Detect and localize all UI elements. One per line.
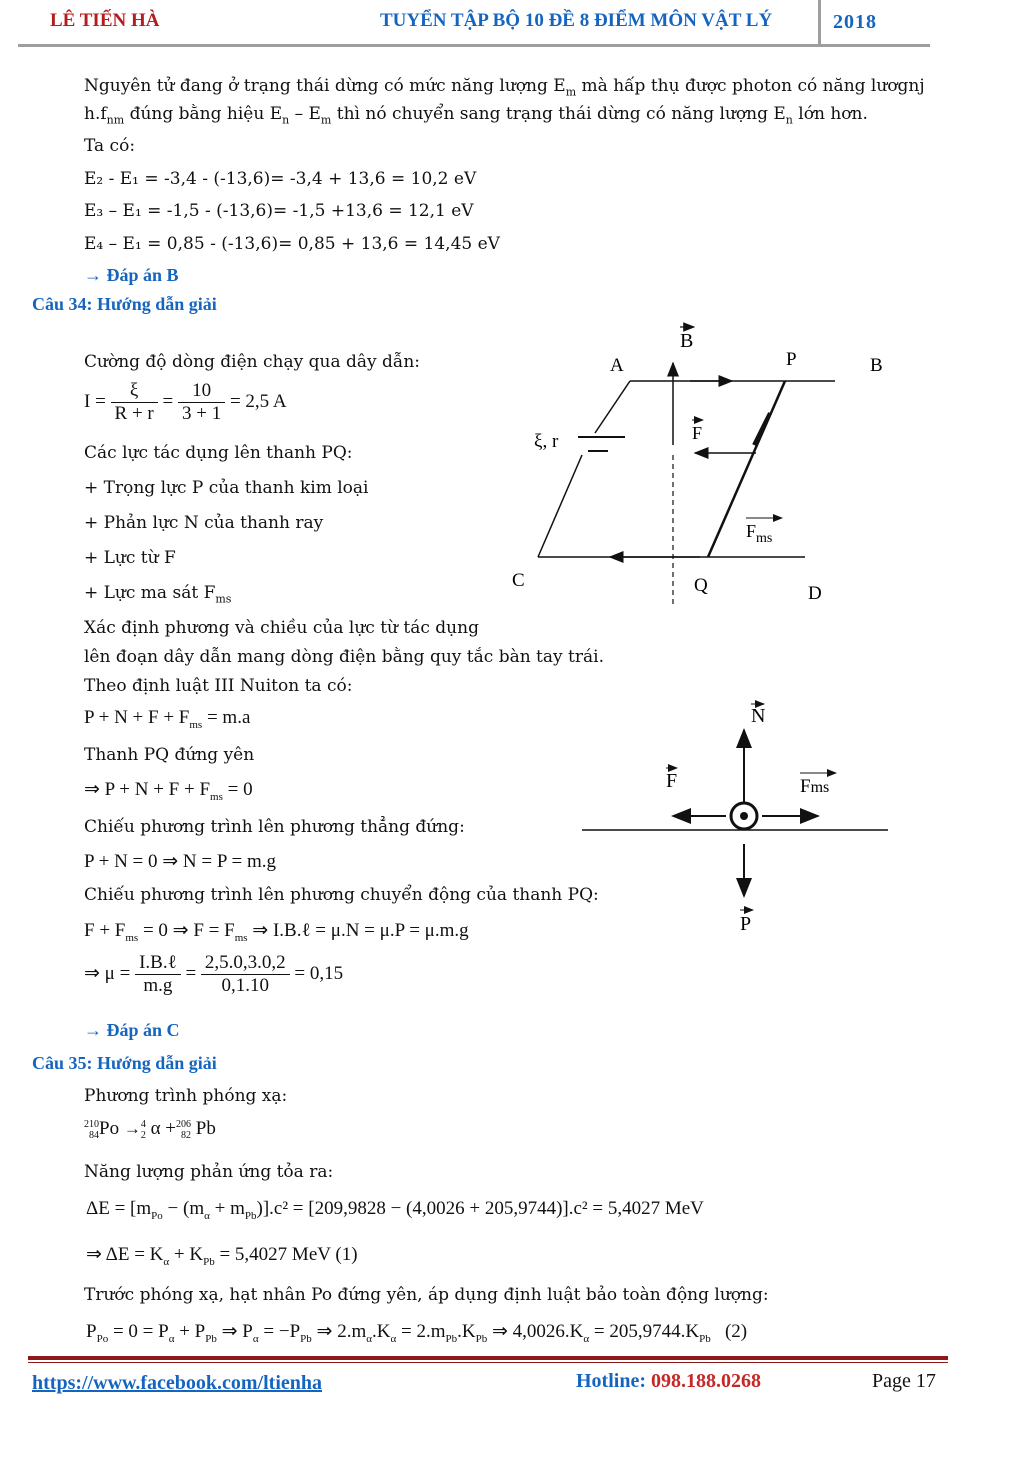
label-source: ξ, r	[534, 431, 559, 452]
header-title: TUYỂN TẬP BỘ 10 ĐỀ 8 ĐIỂM MÔN VẬT LÝ	[380, 10, 773, 31]
q35-decay-intro: Phương trình phóng xạ:	[84, 1086, 288, 1106]
q33-taco: Ta có:	[84, 136, 136, 156]
footer-facebook-link[interactable]: https://www.facebook.com/ltienha	[32, 1372, 322, 1394]
rails-diagram	[500, 315, 920, 615]
header-year: 2018	[833, 11, 877, 33]
q33-eq2: E₃ – E₁ = -1,5 - (-13,6)= -1,5 +13,6 = 12,1 eV	[84, 201, 474, 221]
q34-eq-v: P + N = 0 ⇒ N = P = m.g	[84, 851, 276, 872]
label-p: P	[786, 349, 797, 370]
footer-page-number: Page 17	[872, 1370, 936, 1392]
q33-line1: Nguyên tử đang ở trạng thái dừng có mức năng lượng $E_m$ mà hấp thụ được photon có năng lươgnj	[84, 76, 925, 99]
q34-proj-v: Chiếu phương trình lên phương thẳng đứng:	[84, 817, 465, 837]
label-a: A	[610, 355, 624, 376]
q34-eq-still: ⇒ $P + N + F + F_{ms} = 0$	[84, 779, 253, 803]
q34-current-eq: I = $\frac{\xi}{R + r}$ = $\frac{10}{3 + 1}$ = 2,5 A	[84, 380, 287, 424]
q34-force4: + Lực ma sát $F_{ms}$	[84, 583, 232, 606]
q34-eq-mu: ⇒ μ = $\frac{\text{I.B.ℓ}}{m.g}$ = $\frac{2,5.0,3.0,2}{0,1.10}$ = 0,15	[84, 952, 344, 996]
force-diagram	[578, 698, 898, 940]
label-q: Q	[694, 575, 708, 596]
q34-rule1: Xác định phương và chiều của lực từ tác dụng	[84, 618, 479, 638]
q34-proj-h: Chiếu phương trình lên phương chuyển động của thanh PQ:	[84, 885, 599, 905]
header-rule	[18, 44, 930, 47]
header-year-box	[818, 0, 933, 44]
q33-eq1: E₂ - E₁ = -3,4 - (-13,6)= -3,4 + 13,6 = 10,2 eV	[84, 169, 477, 189]
label-p-2: P	[740, 913, 752, 935]
label-f: F	[692, 423, 703, 443]
q35-eq-momentum: $P_{Po} = 0 = P_\alpha + P_{Pb}$ ⇒ $P_\alpha = -P_{Pb}$ ⇒ $2.m_\alpha.K_\alpha = 2.m_{Pb}.K_{Pb}$ ⇒ $4,0026.K_\alpha = 205,9744.K_{Pb}$ (2)	[86, 1321, 748, 1345]
q33-line2: $h.f_{nm}$ đúng bằng hiệu $E_n - E_m$ thì nó chuyển sang trạng thái dừng có năng lượng $E_n$ lớn hơn.	[84, 104, 868, 127]
label-fms: $F_{ms}$	[746, 521, 773, 546]
label-c: C	[512, 570, 525, 591]
q34-heading: Câu 34: Hướng dẫn giải	[32, 294, 217, 314]
q35-eq-k: ⇒ $\Delta E = K_\alpha + K_{Pb} = 5,4027$ MeV (1)	[86, 1244, 358, 1268]
header-author: LÊ TIẾN HÀ	[50, 10, 160, 31]
label-b: B	[870, 355, 883, 376]
q34-force1: + Trọng lực P của thanh kim loại	[84, 478, 369, 498]
label-d: D	[808, 583, 822, 604]
q34-force3: + Lực từ F	[84, 548, 176, 568]
q35-energy-intro: Năng lượng phản ứng tỏa ra:	[84, 1162, 334, 1182]
q34-eq-newton: $P + N + F + F_{ms} = m.a$	[84, 707, 251, 731]
q35-eq-energy: $\Delta E = [m_{Po} - (m_\alpha + m_{Pb})].c^2 = [209,9828 - (4,0026 + 205,9744)].c^2 = 5,4027$ MeV	[86, 1198, 704, 1222]
q35-momentum-intro: Trước phóng xạ, hạt nhân Po đứng yên, áp dụng định luật bảo toàn động lượng:	[84, 1285, 769, 1305]
label-fms-2: Fms	[800, 776, 830, 797]
q34-still: Thanh PQ đứng yên	[84, 745, 255, 765]
footer-rule	[28, 1356, 948, 1360]
q34-force2: + Phản lực N của thanh ray	[84, 513, 324, 533]
q34-rule2: lên đoạn dây dẫn mang dòng điện bằng quy tắc bàn tay trái.	[84, 647, 604, 667]
q33-answer: → Đáp án B	[84, 265, 179, 285]
q34-forces-intro: Các lực tác dụng lên thanh PQ:	[84, 443, 353, 463]
q34-answer: → Đáp án C	[84, 1020, 180, 1040]
footer-hotline: Hotline: 098.188.0268	[576, 1370, 761, 1392]
q34-eq-h: $F + F_{ms} = 0$ ⇒ $F = F_{ms}$ ⇒ I.B.ℓ = μ.N = μ.P = μ.m.g	[84, 920, 469, 944]
q35-decay-eq: 210 84Po →4 2 α +206 82 Pb	[84, 1118, 216, 1141]
label-f-2: F	[666, 770, 678, 792]
q34-current-intro: Cường độ dòng điện chạy qua dây dẫn:	[84, 352, 421, 372]
label-b-vec: B	[680, 330, 694, 352]
q34-newton: Theo định luật III Nuiton ta có:	[84, 676, 353, 696]
q35-heading: Câu 35: Hướng dẫn giải	[32, 1053, 217, 1073]
label-n: N	[751, 705, 766, 727]
q33-eq3: E₄ – E₁ = 0,85 - (-13,6)= 0,85 + 13,6 = 14,45 eV	[84, 234, 500, 254]
footer-rule-thin	[28, 1362, 948, 1363]
